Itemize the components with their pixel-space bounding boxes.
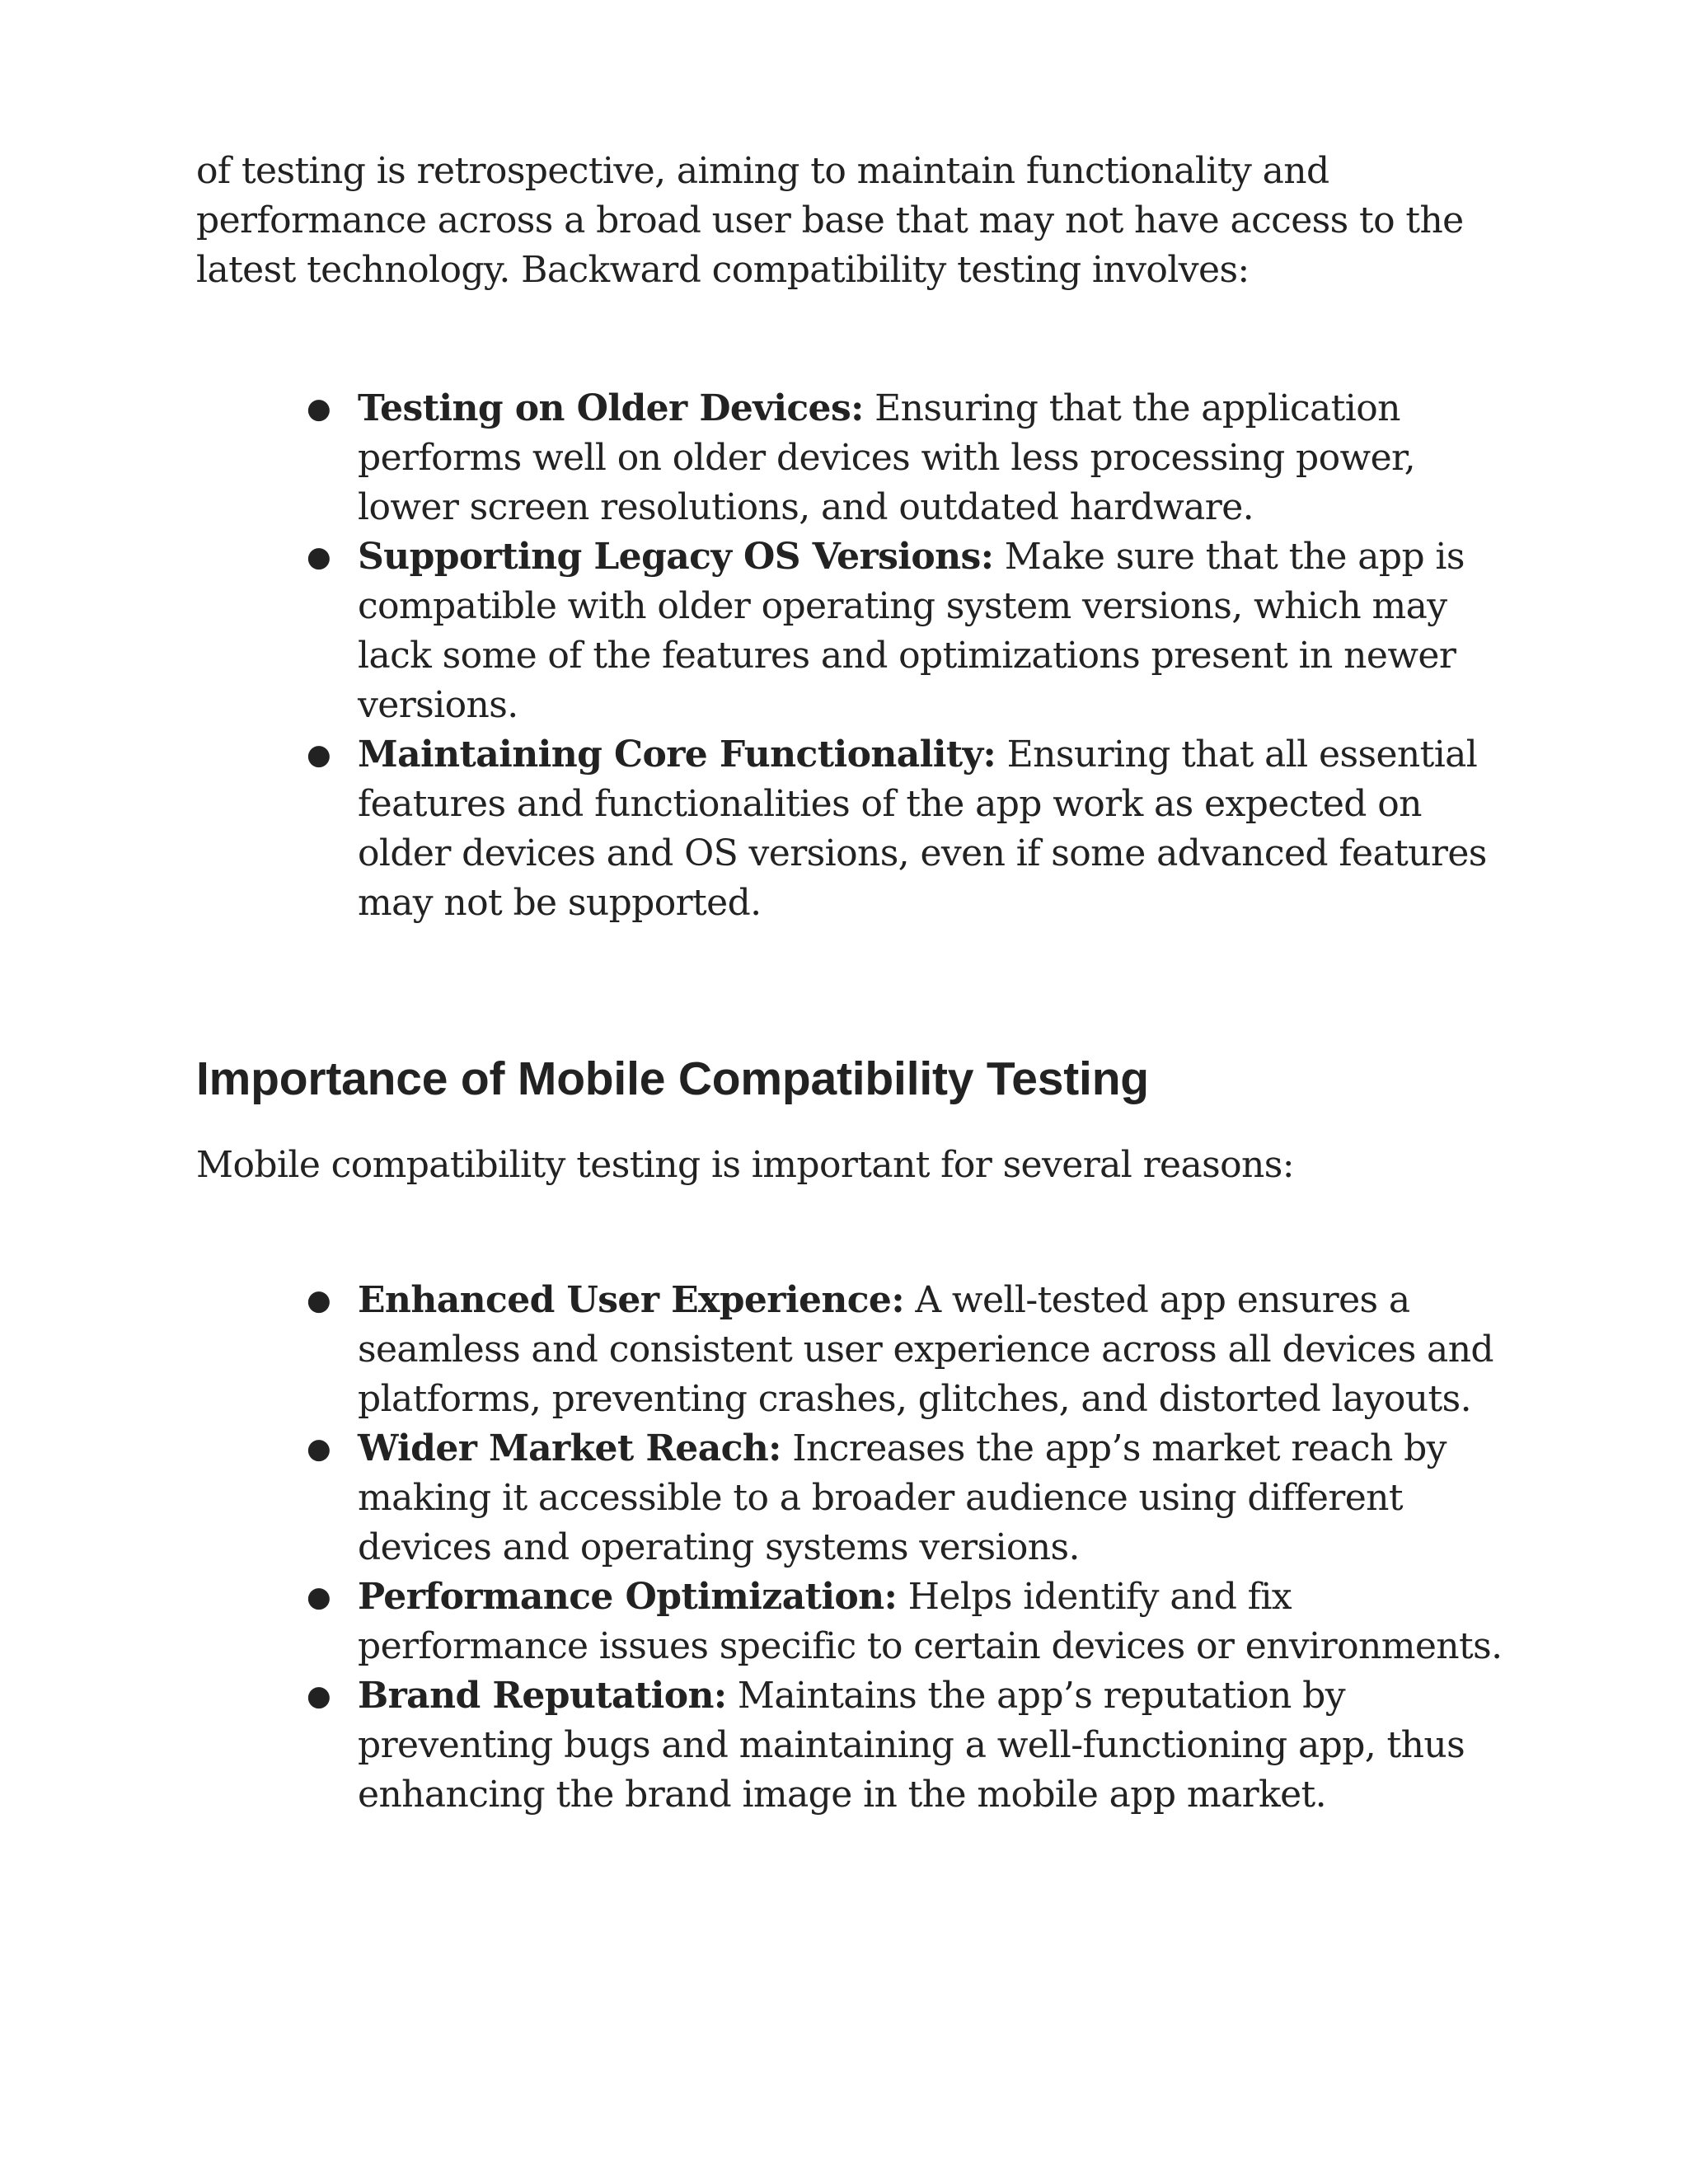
backward-compatibility-list [307, 384, 1503, 928]
list-item-text: Helps identify and fix performance issues specific to certain devices or environments. [358, 1576, 1503, 1667]
list-item-text: A well-tested app ensures a seamless and consistent user experience across all devices and platforms, preventing crashes, glitches, and distorted layouts. [358, 1279, 1493, 1420]
list-item-text: Make sure that the app is compatible with older operating system versions, which may lack some of the features and optimizations present in newer versions. [358, 536, 1465, 726]
list-item-term: Wider Market Reach: [358, 1427, 781, 1469]
section-lead-paragraph: Mobile compatibility testing is important for several reasons: [196, 1144, 1294, 1186]
list-item-term: Supporting Legacy OS Versions: [358, 536, 994, 578]
list-item-text: Increases the app’s market reach by making it accessible to a broader audience using different devices and operating systems versions. [358, 1427, 1447, 1568]
bullet-icon: ● [307, 1581, 331, 1614]
bullet-icon: ● [307, 392, 331, 425]
importance-list [307, 1276, 1503, 1820]
intro-paragraph: of testing is retrospective, aiming to maintain functionality and performance across a broad user base that may not have access to the latest technology. Backward compatibility testing involves: [196, 150, 1464, 291]
bullet-icon: ● [307, 1680, 331, 1713]
list-item-text: Ensuring that all essential features and functionalities of the app work as expected on older devices and OS versions, even if some advanced features may not be supported. [358, 733, 1487, 924]
list-item [307, 1572, 1503, 1671]
list-item [307, 1276, 1503, 1424]
list-item-term: Brand Reputation: [358, 1675, 727, 1717]
bullet-icon: ● [307, 738, 331, 771]
list-item [307, 730, 1503, 928]
list-item-text: Maintains the app’s reputation by preventing bugs and maintaining a well-functioning app, thus enhancing the brand image in the mobile app market. [358, 1675, 1465, 1816]
document-page [196, 147, 1503, 1820]
list-item [307, 1424, 1503, 1572]
list-item-term: Testing on Older Devices: [358, 387, 864, 429]
list-item-text: Ensuring that the application performs well on older devices with less processing power, lower screen resolutions, and outdated hardware. [358, 387, 1415, 528]
list-item-term: Performance Optimization: [358, 1576, 898, 1618]
list-item [307, 1671, 1503, 1820]
bullet-icon: ● [307, 541, 331, 574]
bullet-icon: ● [307, 1284, 331, 1317]
section-heading: Importance of Mobile Compatibility Testing [196, 1052, 1149, 1105]
list-item [307, 532, 1503, 730]
bullet-icon: ● [307, 1432, 331, 1465]
list-item-term: Maintaining Core Functionality: [358, 733, 996, 776]
list-item [307, 384, 1503, 532]
list-item-term: Enhanced User Experience: [358, 1279, 904, 1321]
